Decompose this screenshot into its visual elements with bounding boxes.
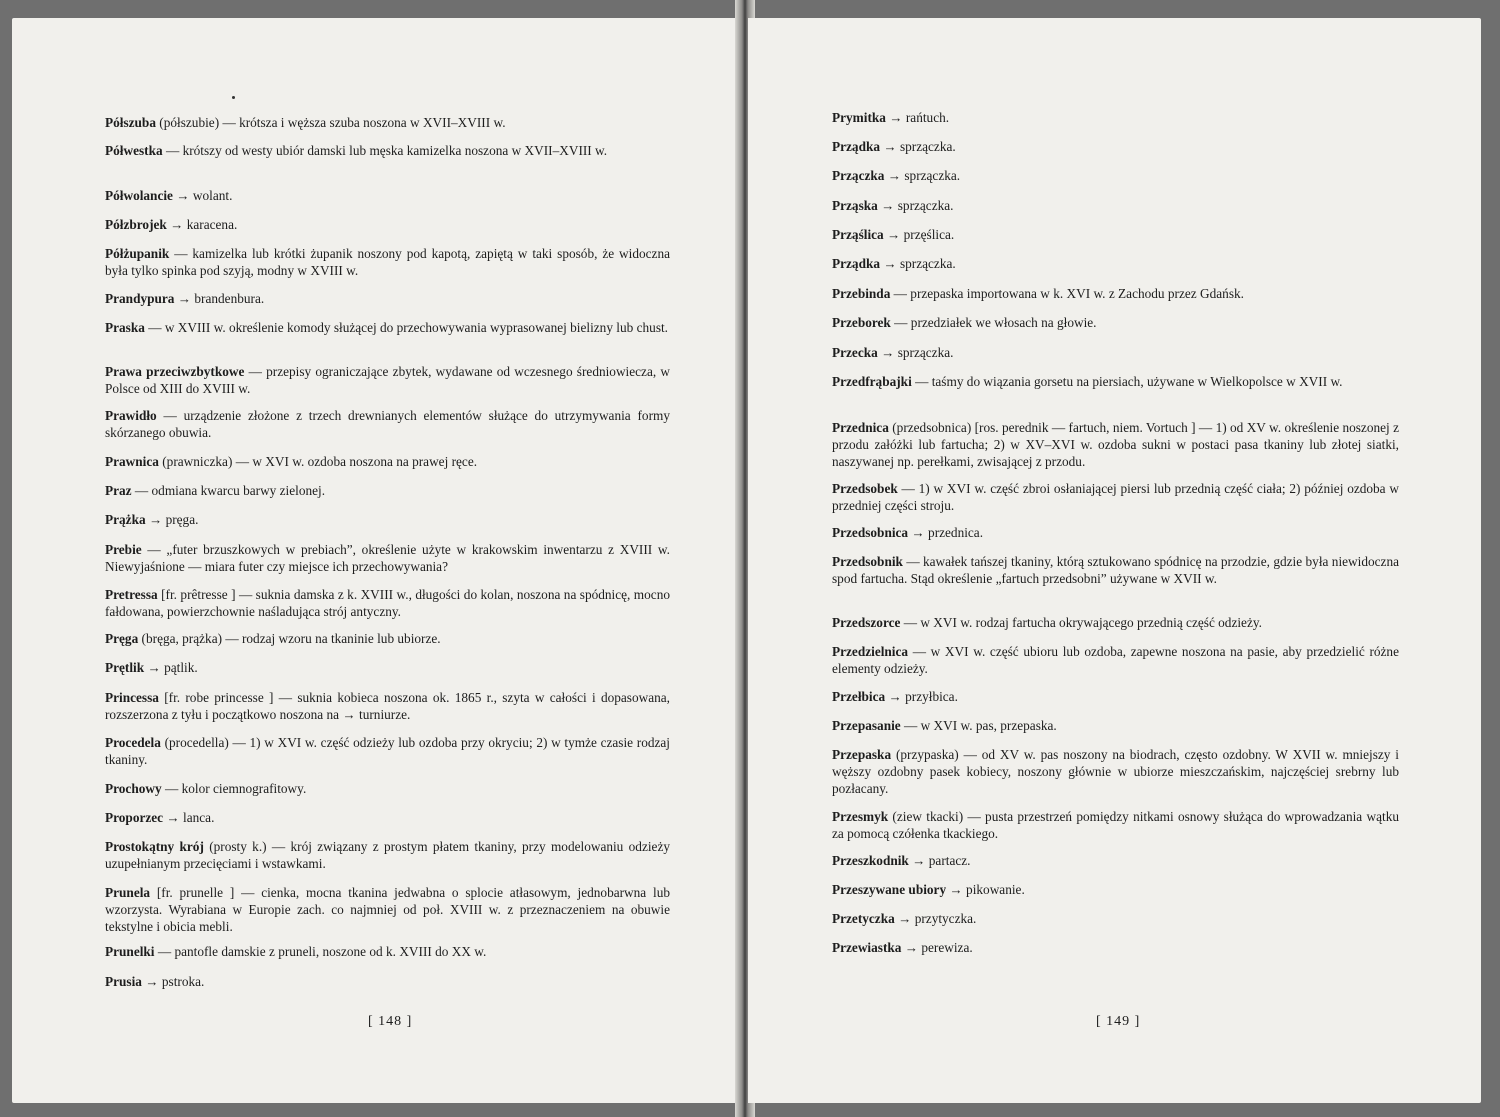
entry-term: Przedsobnica xyxy=(832,525,909,540)
entry-text: — pantofle damskie z pruneli, noszone od k. XVIII do XX w. xyxy=(154,944,487,959)
entry-term: Pretressa xyxy=(105,587,158,602)
entry xyxy=(832,167,1399,184)
entry xyxy=(105,407,670,441)
entry xyxy=(832,614,1399,631)
entry-text: → pątlik. xyxy=(144,660,198,675)
entry xyxy=(105,780,670,797)
entry-term: Przedsobek xyxy=(832,481,898,496)
entry xyxy=(105,363,670,397)
entry-text: (ziew tkacki) — pusta przestrzeń pomiędzy nitkami osnowy służąca do wprowadzania wątku za pomocą czółenka tkackiego. xyxy=(832,809,1399,841)
entry-term: Przecka xyxy=(832,345,878,360)
entry-text: — odmiana kwarcu barwy zielonej. xyxy=(131,483,326,498)
entry-term: Prebie xyxy=(105,542,142,557)
entry-text: — kawałek tańszej tkaniny, którą sztukowano spódnicę na przodzie, gdzie była niewidoczna spod fartucha. Stąd określenie „fartuch przedsobni” używane w XVII w. xyxy=(832,554,1399,586)
entry xyxy=(105,511,670,528)
entry-term: Przeszkodnik xyxy=(832,853,909,868)
entry-text: — urządzenie złożone z trzech drewnianych elementów służące do utrzymywania formy skórzanego obuwia. xyxy=(105,408,670,440)
entry xyxy=(832,419,1399,470)
left-page xyxy=(12,18,740,1103)
entry-text: — przepaska importowana w k. XVI w. z Zachodu przez Gdańsk. xyxy=(890,286,1244,301)
entry-term: Przedfrąbajki xyxy=(832,374,912,389)
entry-text: [fr. prêtresse ] — suknia damska z k. XVIII w., długości do kolan, noszona na spódnicę, mocno fałdowana, powierzchownie naśladująca strój antyczny. xyxy=(105,587,670,619)
entry-term: Pręga xyxy=(105,631,139,646)
entry-term: Prząska xyxy=(832,198,878,213)
entry-text: — w XVIII w. określenie komody służącej do przechowywania wyprasowanej bielizny lub chust. xyxy=(144,320,669,335)
entry-term: Półszuba xyxy=(105,115,156,130)
entry-term: Przedzielnica xyxy=(832,644,909,659)
entry xyxy=(105,809,670,826)
entry-term: Przepasanie xyxy=(832,718,901,733)
entry-term: Prusia xyxy=(105,974,142,989)
entry-text: (prawniczka) — w XVI w. ozdoba noszona na prawej ręce. xyxy=(158,454,478,469)
entry xyxy=(832,226,1399,243)
entry xyxy=(832,344,1399,361)
entry-text: (przypaska) — od XV w. pas noszony na biodrach, często ozdobny. W XVII w. mniejszy i węższy ozdobny pasek kobiecy, noszony głównie w ubiorze mieszczańskim, najczęściej srebrny lub pozłacany. xyxy=(832,747,1399,796)
entry-term: Prawa przeciwzbytkowe xyxy=(105,364,245,379)
entry-text: (przedsobnica) [ros. perednik — fartuch, niem. Vortuch ] — 1) od XV w. określenie noszonej z przodu załóżki lub fartucha; 2) w XV–XVI w. ozdoba sukni w postaci pasa tkaniny lub złotej siatki, naszywanej np. perełkami, zwisającej z przodu. xyxy=(832,420,1399,469)
entry xyxy=(105,187,670,204)
entry-term: Prandypura xyxy=(105,291,175,306)
entry-text: → perewiza. xyxy=(901,940,973,955)
entry-text: → pikowanie. xyxy=(946,882,1025,897)
entry-text: — „futer brzuszkowych w prebiach”, określenie użyte w krakowskim inwentarzu z XVIII w. Niewyjaśnione — miara futer czy miejsce ich przechowywania? xyxy=(105,542,670,574)
entry-term: Prążka xyxy=(105,512,146,527)
entry xyxy=(105,630,670,647)
entry-text: — przepisy ograniczające zbytek, wydawane od wczesnego średniowiecza, w Polsce od XIII do XVIII w. xyxy=(105,364,671,396)
entry-text: → sprzączka. xyxy=(877,345,954,360)
entry-text: → sprzączka. xyxy=(884,168,961,183)
entry-term: Półzbrojek xyxy=(105,217,167,232)
entry-text: → karacena. xyxy=(166,217,238,232)
entry-term: Prostokątny krój xyxy=(105,839,204,854)
entry xyxy=(105,659,670,676)
entry xyxy=(832,643,1399,677)
entry-term: Prymitka xyxy=(832,110,886,125)
entry-text: [fr. prunelle ] — cienka, mocna tkanina jedwabna o splocie atłasowym, jednobarwna lub wzorzysta. Wyrabiana w Europie zach. co najmniej od poł. XVIII w. z przeznaczeniem na obuwie tekstylne i obicia mebli. xyxy=(105,885,670,934)
entry-text: → przednica. xyxy=(908,525,984,540)
entry-text: — krótszy od westy ubiór damski lub męska kamizelka noszona w XVII–XVIII w. xyxy=(162,143,608,158)
right-page xyxy=(748,18,1481,1103)
entry xyxy=(105,541,670,575)
entry-text: — w XVI w. część ubioru lub ozdoba, zapewne noszona na pasie, aby przedzielić różne elementy odzieży. xyxy=(832,644,1399,676)
entry-text: (półszubie) — krótsza i węższa szuba noszona w XVII–XVIII w. xyxy=(155,115,506,130)
entry xyxy=(105,884,670,935)
entry xyxy=(105,734,670,768)
entry-term: Prętlik xyxy=(105,660,145,675)
entry-text: → przyłbica. xyxy=(885,689,958,704)
entry-text: → brandenbura. xyxy=(174,291,265,306)
entry xyxy=(832,688,1399,705)
entry xyxy=(832,197,1399,214)
entry xyxy=(832,808,1399,842)
entry-term: Przeborek xyxy=(832,315,891,330)
entry xyxy=(105,973,670,990)
entry-text: → sprzączka. xyxy=(877,198,954,213)
entry-text: → rańtuch. xyxy=(885,110,950,125)
entry-text: → pstroka. xyxy=(141,974,205,989)
entry-text: → przęślica. xyxy=(883,227,955,242)
entry-term: Półwestka xyxy=(105,143,163,158)
entry-text: → sprzączka. xyxy=(880,139,956,154)
entry xyxy=(832,524,1399,541)
ink-dot xyxy=(232,96,235,99)
entry xyxy=(832,939,1399,956)
entry-term: Półżupanik xyxy=(105,246,170,261)
entry-term: Przednica xyxy=(832,420,889,435)
entry-term: Przełbica xyxy=(832,689,886,704)
entry-term: Półwolancie xyxy=(105,188,173,203)
entry xyxy=(832,852,1399,869)
entry-term: Prunelki xyxy=(105,944,155,959)
entry xyxy=(105,943,670,960)
entry-text: (bręga, prążka) — rodzaj wzoru na tkaninie lub ubiorze. xyxy=(138,631,441,646)
entry-text: → lanca. xyxy=(163,810,215,825)
entry xyxy=(832,480,1399,514)
page-number: [ 148 ] xyxy=(368,1014,413,1029)
entry-text: — w XVI w. pas, przepaska. xyxy=(900,718,1057,733)
entry xyxy=(832,314,1399,331)
entry xyxy=(105,319,670,336)
entry xyxy=(105,482,670,499)
entry-term: Prochowy xyxy=(105,781,162,796)
entry xyxy=(832,138,1399,155)
entry-term: Przepaska xyxy=(832,747,892,762)
entry xyxy=(105,838,670,872)
entry xyxy=(105,245,670,279)
entry-term: Prządka xyxy=(832,139,881,154)
entry-text: (procedella) — 1) w XVI w. część odzieży lub ozdoba przy okryciu; 2) w tymże czasie rodzaj tkaniny. xyxy=(105,735,670,767)
entry-term: Prunela xyxy=(105,885,151,900)
page-number: [ 149 ] xyxy=(1096,1014,1141,1029)
entry xyxy=(832,255,1399,272)
entry-term: Przetyczka xyxy=(832,911,895,926)
entry-term: Prawnica xyxy=(105,454,159,469)
entry xyxy=(105,689,670,723)
entry-term: Przedszorce xyxy=(832,615,901,630)
entry-term: Przesmyk xyxy=(832,809,889,824)
entry-text: — przedziałek we włosach na głowie. xyxy=(890,315,1097,330)
entry-term: Praska xyxy=(105,320,145,335)
entry xyxy=(105,216,670,233)
entry xyxy=(832,373,1399,390)
entry-term: Przączka xyxy=(832,168,885,183)
entry-term: Przebinda xyxy=(832,286,891,301)
entry xyxy=(105,453,670,470)
entry xyxy=(105,142,670,159)
entry xyxy=(105,290,670,307)
entry-term: Prząślica xyxy=(832,227,884,242)
entry xyxy=(832,717,1399,734)
entry-term: Procedela xyxy=(105,735,161,750)
entry-term: Przedsobnik xyxy=(832,554,903,569)
entry-term: Prawidło xyxy=(105,408,157,423)
entry-text: [fr. robe princesse ] — suknia kobieca noszona ok. 1865 r., szyta w całości i dopasowana, rozszerzona z tyłu i początkowo noszona na → turniurze. xyxy=(105,690,670,722)
entry-text: → wolant. xyxy=(172,188,233,203)
entry-text: — kamizelka lub krótki żupanik noszony pod kapotą, zapiętą w taki sposób, że widoczna była tylko spinka pod szyją, modny w XVIII w. xyxy=(105,246,670,278)
entry-text: → sprzączka. xyxy=(880,256,956,271)
entry xyxy=(832,746,1399,797)
entry xyxy=(105,586,670,620)
entry-text: → partacz. xyxy=(908,853,971,868)
entry-term: Praz xyxy=(105,483,132,498)
entry xyxy=(832,881,1399,898)
entry-term: Proporzec xyxy=(105,810,164,825)
entry-text: — w XVI w. rodzaj fartucha okrywającego przednią część odzieży. xyxy=(900,615,1262,630)
entry-text: → przytyczka. xyxy=(894,911,977,926)
entry-term: Przeszywane ubiory xyxy=(832,882,947,897)
entry xyxy=(832,109,1399,126)
entry xyxy=(832,910,1399,927)
entry-text: — taśmy do wiązania gorsetu na piersiach, używane w Wielkopolsce w XVII w. xyxy=(911,374,1343,389)
entry-text: — kolor ciemnografitowy. xyxy=(161,781,307,796)
entry-text: — 1) w XVI w. część zbroi osłaniającej piersi lub przednią część ciała; 2) później ozdoba w przedniej części stroju. xyxy=(832,481,1399,513)
entry-term: Princessa xyxy=(105,690,159,705)
entry xyxy=(832,285,1399,302)
entry-text: → pręga. xyxy=(145,512,199,527)
entry-term: Prządka xyxy=(832,256,881,271)
entry-text: (prosty k.) — krój związany z prostym płatem tkaniny, przy modelowaniu odzieży uzupełnianym przecięciami i wstawkami. xyxy=(105,839,670,871)
entry xyxy=(832,553,1399,587)
entry-term: Przewiastka xyxy=(832,940,902,955)
entry xyxy=(105,114,670,131)
